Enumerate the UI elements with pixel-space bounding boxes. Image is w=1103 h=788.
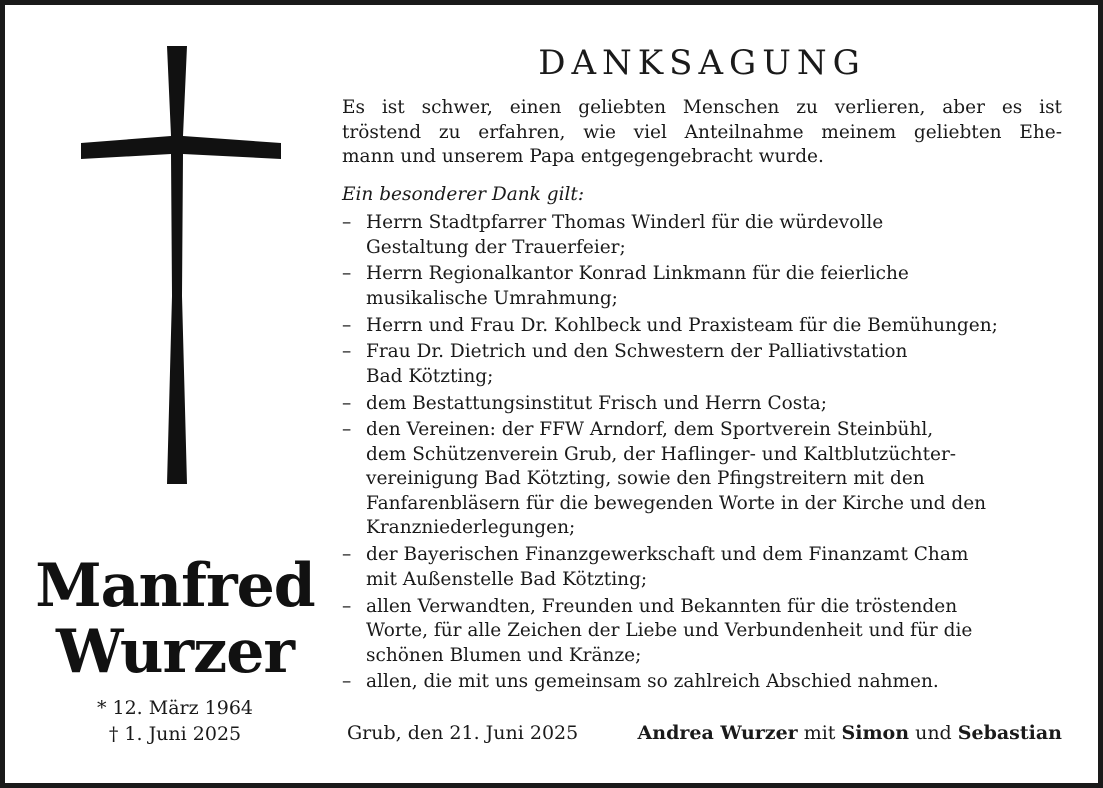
list-item-line: Fanfarenbläsern für die bewegenden Worte in der Kirche und den [366,492,987,514]
list-item-line: Bad Kötzting; [366,365,494,387]
deceased-name [10,553,340,685]
intro-line: tröstend zu erfahren, wie viel Anteilnahme meinem geliebten Ehe- [342,121,1062,143]
intro-line: Es ist schwer, einen geliebten Menschen zu verlieren, aber es ist [342,97,1062,118]
signer-name: Sebastian [957,722,1062,744]
signature [638,720,1062,746]
dash-bullet: – [342,341,352,363]
list-item [342,262,1062,311]
dash-bullet: – [342,263,352,285]
signer-name: Simon [841,722,910,744]
list-item-line: mit Außenstelle Bad Kötzting; [366,568,648,590]
thanks-subheading: Ein besonderer Dank gilt: [342,184,585,205]
dash-bullet: – [342,544,352,566]
page-title: DANKSAGUNG [538,43,866,83]
list-item-line: Herrn Regionalkantor Konrad Linkmann für die feierliche [366,263,909,285]
list-item-line: vereinigung Bad Kötzting, sowie den Pfingstreitern mit den [366,468,925,490]
birth-date: * 12. März 1964 [96,697,254,719]
list-item-line: Gestaltung der Trauerfeier; [366,236,626,258]
list-item-line: Kranzniederlegungen; [366,517,576,539]
memorial-column [10,5,332,783]
list-item-line: dem Bestattungsinstitut Frisch und Herrn Costa; [366,392,827,414]
list-item-line: Frau Dr. Dietrich und den Schwestern der Palliativstation [366,341,908,363]
dash-bullet: – [342,419,352,441]
dash-bullet: – [342,212,352,233]
list-item-line: den Vereinen: der FFW Arndorf, dem Sportverein Steinbühl, [366,419,934,441]
last-name: Wurzer [55,617,295,687]
list-item-line: allen, die mit uns gemeinsam so zahlreich Abschied nahmen. [366,671,939,693]
list-item-line: Herrn und Frau Dr. Kohlbeck und Praxisteam für die Bemühungen; [366,314,998,336]
latin-cross-icon [81,46,281,491]
list-item-line: der Bayerischen Finanzgewerkschaft und dem Finanzamt Cham [366,544,969,566]
list-item [342,340,1062,389]
dash-bullet: – [342,314,352,336]
list-item-line: musikalische Umrahmung; [366,287,618,309]
list-item-line: Herrn Stadtpfarrer Thomas Winderl für die würdevolle [366,212,884,233]
first-name: Manfred [35,551,315,621]
list-item [342,543,1062,592]
place-date: Grub, den 21. Juni 2025 [347,722,579,744]
signature-connector: und [915,722,952,744]
intro-line: mann und unserem Papa entgegengebracht wurde. [342,146,824,167]
list-item-line: schönen Blumen und Kränze; [366,644,642,666]
life-dates [10,695,340,747]
list-item [342,392,1062,417]
list-item-line: allen Verwandten, Freunden und Bekannten für die tröstenden [366,595,958,617]
death-date: † 1. Juni 2025 [108,723,242,745]
list-item-line: dem Schützenverein Grub, der Haflinger- und Kaltblutzüchter- [366,443,957,465]
signer-name: Andrea Wurzer [637,722,798,744]
list-item-line: Worte, für alle Zeichen der Liebe und Verbundenheit und für die [366,620,973,642]
list-item [342,418,1062,541]
intro-paragraph [342,96,1062,170]
dash-bullet: – [342,595,352,617]
dash-bullet: – [342,392,352,414]
dash-bullet: – [342,671,352,693]
thanks-list [342,211,1062,697]
list-item [342,595,1062,669]
list-item [342,211,1062,260]
list-item [342,314,1062,339]
signature-connector: mit [803,722,836,744]
list-item [342,670,1062,695]
